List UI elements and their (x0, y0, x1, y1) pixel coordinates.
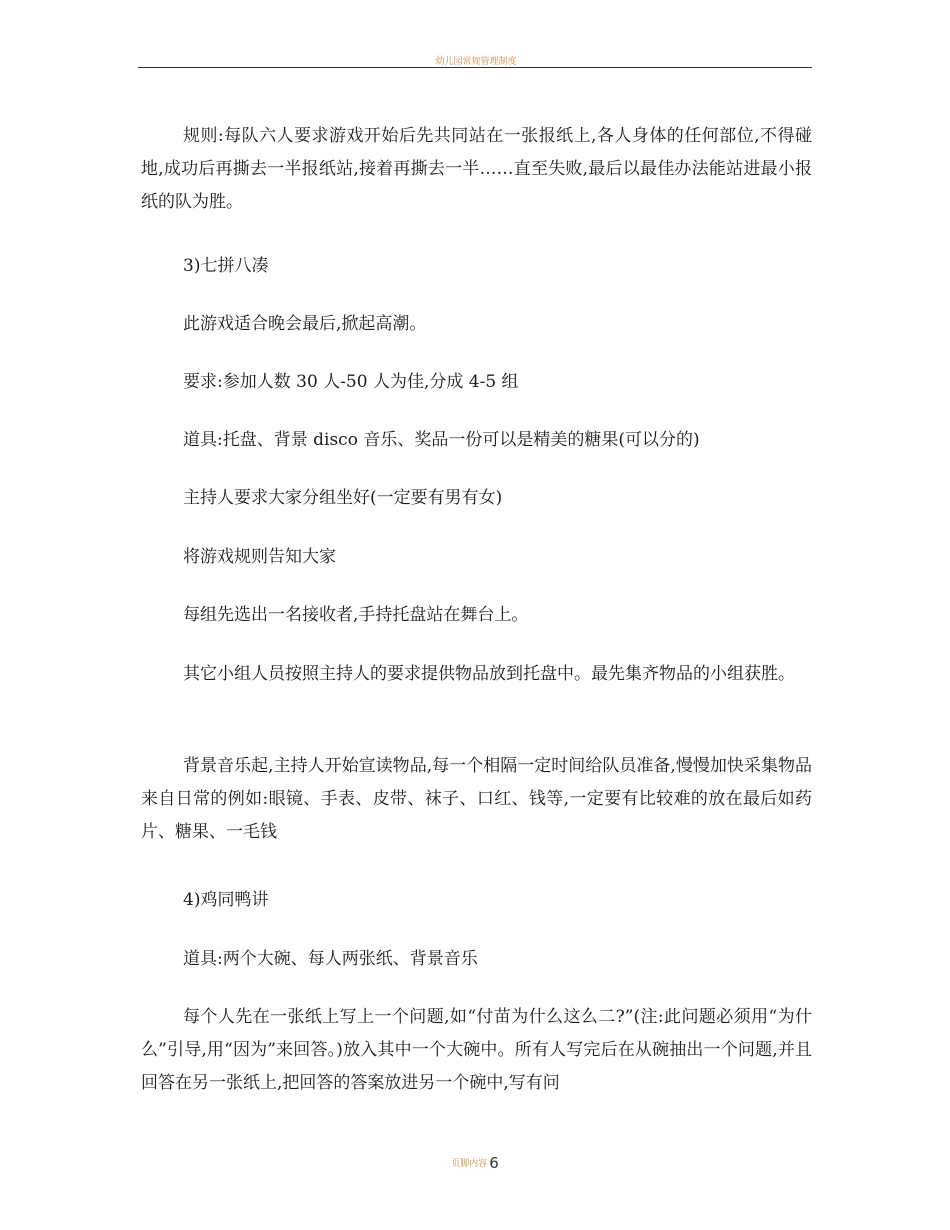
footer-label: 页脚内容 (451, 1159, 488, 1169)
paragraph-requirements: 要求:参加人数 30 人-50 人为佳,分成 4-5 组 (183, 372, 519, 392)
paragraph-rules: 规则:每队六人要求游戏开始后先共同站在一张报纸上,各人身体的任何部位,不得碰地,成功后再撕去一半报纸站,接着再撕去一半……直至失败,最后以最佳办法能站进最小报纸的队为胜。 (141, 126, 812, 212)
paragraph-game-4-props: 道具:两个大碗、每人两张纸、背景音乐 (183, 949, 478, 969)
heading-game-4: 4)鸡同鸭讲 (183, 890, 269, 910)
page-number: 6 (489, 1154, 499, 1172)
page-footer (0, 1154, 950, 1172)
paragraph-game-4-rules: 每个人先在一张纸上写上一个问题,如“付苗为什么这么二?”(注:此问题必须用“为什么”引导,用“因为”来回答。)放入其中一个大碗中。所有人写完后在从碗抽出一个问题,并且回答在另一张纸上,把回答的答案放进另一个碗中,写有问 (141, 1007, 812, 1093)
heading-game-3: 3)七拼八凑 (183, 256, 269, 276)
paragraph-music-items: 背景音乐起,主持人开始宣读物品,每一个相隔一定时间给队员准备,慢慢加快采集物品来自日常的例如:眼镜、手表、皮带、袜子、口红、钱等,一定要有比较难的放在最后如药片、糖果、一毛钱 (141, 756, 812, 842)
paragraph-collect-items: 其它小组人员按照主持人的要求提供物品放到托盘中。最先集齐物品的小组获胜。 (183, 664, 795, 684)
paragraph-host-instruction: 主持人要求大家分组坐好(一定要有男有女) (183, 488, 503, 508)
paragraph-receiver: 每组先选出一名接收者,手持托盘站在舞台上。 (183, 605, 529, 625)
paragraph-announce-rules: 将游戏规则告知大家 (183, 547, 336, 567)
paragraph-props: 道具:托盘、背景 disco 音乐、奖品一份可以是精美的糖果(可以分的) (183, 430, 700, 450)
paragraph-game-3-intro: 此游戏适合晚会最后,掀起高潮。 (183, 314, 427, 334)
page-header: 幼儿园常规管理制度 (435, 57, 517, 67)
header-divider (138, 67, 812, 68)
